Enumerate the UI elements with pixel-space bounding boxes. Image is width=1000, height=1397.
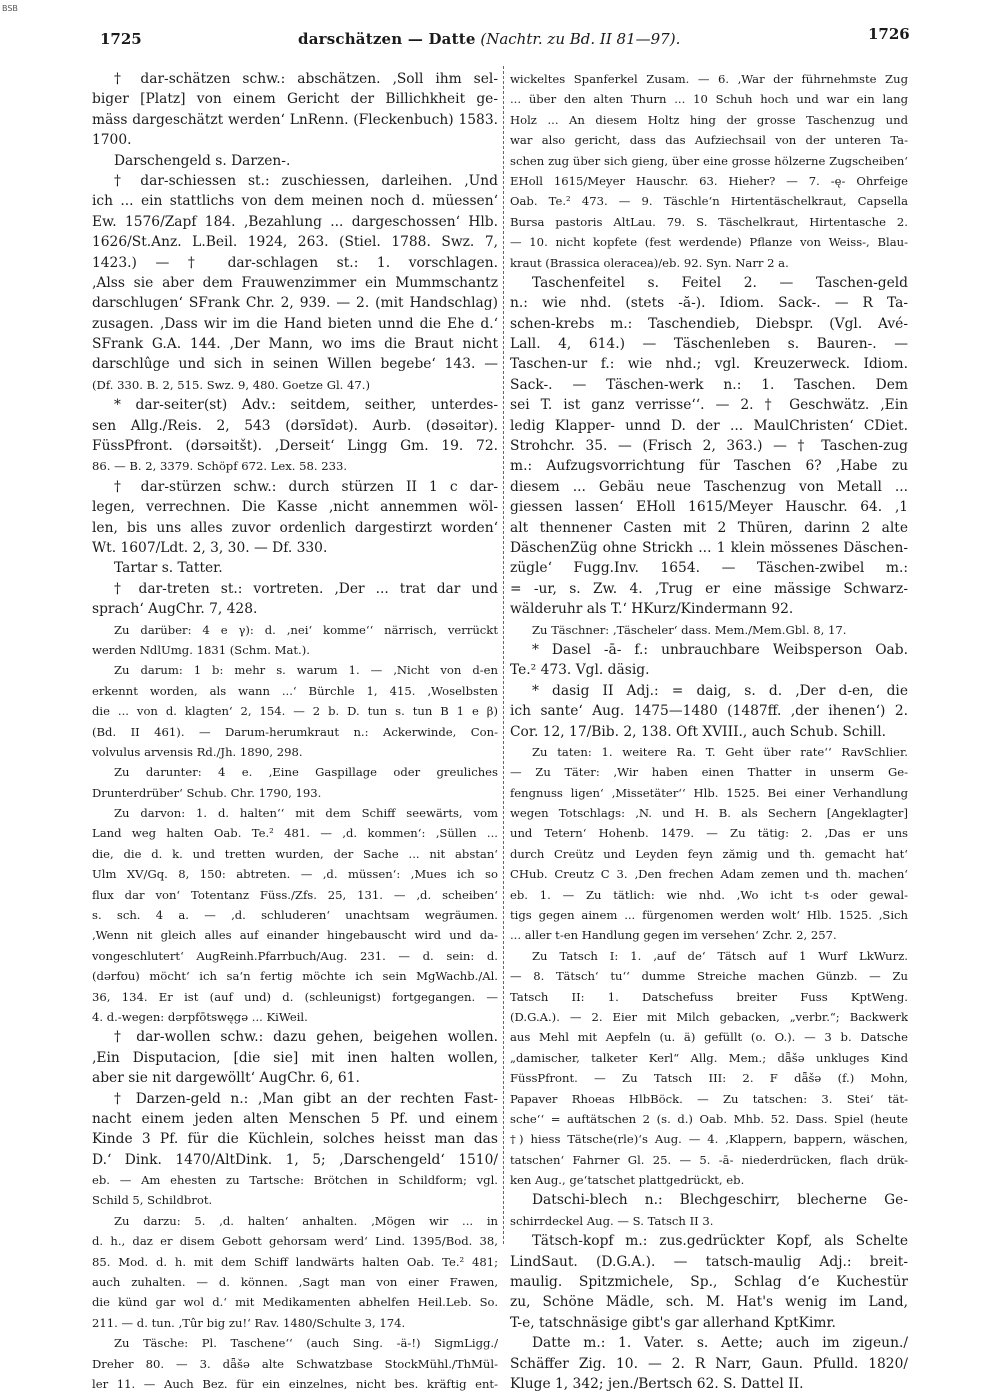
text-line: diesem ... Gebäu neue Taschenzug von Metall ... [510,478,908,495]
running-title-main: darschätzen — Datte [298,30,476,48]
text-line: biger [Platz] von einem Gericht der Billichkheit ge- [92,91,498,108]
text-line: Zu darum: 1 b: mehr s. warum 1. — ‚Nicht von d-en [114,663,498,678]
text-line: Drunterdrüber‘ Schub. Chr. 1790, 193. [92,785,322,800]
text-line: vongeschlutert‘ AugReinh.Pfarrbuch/Aug. 231. — d. sein: d. [92,948,498,963]
text-line: † dar-stürzen schw.: durch stürzen II 1 c dar- [114,478,498,495]
text-line: (D.G.A.). — 2. Eier mit Milch gebacken, „verbr.“; Backwerk [510,1009,908,1024]
text-line: Ulm XV/Gq. 8, 150: abtreten. — ‚d. müssen‘: ‚Mues ich so [92,867,498,882]
text-line: 1626/St.Anz. L.Beil. 1924, 263. (Stiel. 1788. Swz. 7, [92,234,498,251]
text-line: schen-krebs m.: Taschendieb, Diebspr. (Vgl. Avé- [510,315,908,332]
text-line: zusagen. ‚Dass wir im die Hand bieten unnd die Ehe d.‘ [92,315,498,332]
column-divider [503,66,504,1244]
text-line: (Bd. II 461). — Darum-herumkraut n.: Ackerwinde, Con- [92,724,498,739]
text-line: s. sch. 4 a. — ‚d. schluderen‘ unachtsam wegräumen. [92,908,498,923]
text-line: d. h., daz er disem Gebott gehorsam werd‘ Lind. 1395/Bod. 38, [92,1234,498,1249]
text-line: — 10. nicht kopfete (fest werdende) Pflanze von Weiss-, Blau- [510,235,908,250]
text-line: EHoll 1615/Meyer Hauschr. 63. Hieher? — 7. -ę- Ohrfeige [510,173,908,188]
page-number-right: 1726 [868,25,910,43]
text-line: Schäffer Zig. 10. — 2. R Narr, Gaun. Pfulld. 1820/ [510,1355,908,1372]
text-line: * dasig II Adj.: = daig, s. d. ‚Der d-en, die [532,682,908,699]
text-line: 36, 134. Er ist (auf und) d. (schleunigst) fortgegangen. — [92,989,498,1004]
text-line: mäss dargeschätzt werden‘ LnRenn. (Fleckenbuch) 1583. [92,111,498,128]
text-line: darschlugen‘ SFrank Chr. 2, 939. — 2. (mit Handschlag) [92,295,498,312]
text-line: wegen Totschlags: ‚N. und H. B. als Sechern [Angeklagter] [510,806,908,821]
text-line: Tätsch-kopf m.: zus.gedrückter Kopf, als Schelte [532,1233,908,1250]
text-line: Zu darüber: 4 e γ): d. ‚nei‘ komme‘‘ närrisch, verrückt [114,622,498,637]
text-line: nacht einem jeden alten Menschen 5 Pf. und einem [92,1110,498,1127]
text-line: legen, verrechnen. Die Kasse ‚nicht annemmen wöl- [92,499,498,516]
text-line: Kinde 3 Pf. für die Küchlein, solches heisst man das [92,1131,498,1148]
text-line: die ... von d. klagten‘ 2, 154. — 2 b. D. tun s. tun B 1 e β) [92,704,498,719]
text-line: war also gericht, dass das Aufziechsail von der unteren Ta- [510,133,908,148]
text-line: Dreher 80. — 3. dǟšə alte Schwatzbase StockMühl./ThMül- [92,1356,498,1371]
text-line: fengnuss ligen‘ ‚Missetäter‘‘ Hlb. 1525. Bei einer Verhandlung [510,785,908,800]
text-line: Oab. Te.² 473. — 9. Täschle‘n Hirtentäschelkraut, Capsella [510,194,908,209]
text-line: sprach‘ AugChr. 7, 428. [92,601,258,618]
text-line: ... über den alten Thurn ... 10 Schuh hoch und war ein lang [510,92,908,107]
text-line: auch zuhalten. — d. können. ‚Sagt man von einer Frawen, [92,1275,498,1290]
text-line: ledig Klapper- unnd D. der ... MaulChristen‘ CDiet. [510,417,908,434]
text-line: — Zu Täter: ‚Wir haben einen Thatter in unserm Ge- [510,765,908,780]
text-line: n.: wie nhd. (stets -ă-). Idiom. Sack-. — R Ta- [510,295,908,312]
text-line: ‚Alss sie aber dem Frauwenzimmer ein Mummschantz [92,274,498,291]
text-line: len, bis uns alles zuvor ordenlich dargestirzt worden‘ [92,519,498,536]
text-line: ler 11. — Auch Bez. für ein einzelnes, nicht bes. kräftig ent- [92,1377,498,1391]
text-line: erkennt worden, als wann ...‘ Bürchle 1, 415. ‚Woselbsten [92,683,498,698]
library-stamp: BSB [2,4,18,13]
text-line: D.‘ Dink. 1470/AltDink. 1, 5; ‚Darschengeld‘ 1510/ [92,1151,498,1168]
text-line: = -ur, s. Zw. 4. ‚Trug er eine mässige Schwarz- [510,580,908,597]
text-line: Kluge 1, 342; jen./Bertsch 62. S. Dattel II. [510,1376,804,1392]
text-line: T-e, tatschnäsige gibt's gar allerhand KptKimr. [510,1314,836,1331]
text-line: eb. — Am ehesten zu Tartsche: Brötchen in Schildform; vgl. [92,1173,498,1188]
text-line: darschlûge und sich in seinen Willen begebe‘ 143. — [92,356,498,373]
text-line: wälderuhr als T.‘ HKurz/Kindermann 92. [510,601,794,618]
text-line: werden NdlUmg. 1831 (Schm. Mat.). [92,642,310,657]
running-title-rest: (Nachtr. zu Bd. II 81—97). [475,30,681,48]
text-line: Strohchr. 35. — (Frisch 2, 363.) — † Taschen-zug [510,438,908,455]
text-line: 1700. [92,132,132,149]
text-line: Zu darzu: 5. ‚d. halten‘ anhalten. ‚Mögen wir ... in [114,1213,498,1228]
text-line: Wt. 1607/Ldt. 2, 3, 30. — Df. 330. [92,539,328,556]
text-line: SFrank G.A. 144. ‚Der Mann, wo ims die Braut nicht [92,336,498,353]
text-line: schen zug über sich gieng, über eine grosse hölzerne Zugscheiben‘ [510,153,908,168]
page-header [0,22,1000,52]
text-line: Zu taten: 1. weitere Ra. T. Geht über rate‘‘ RavSchlier. [532,744,908,759]
text-line: tatschen‘ Fahrner Gl. 25. — 5. -ā- niederdrücken, flach drük- [510,1152,908,1167]
text-line: † Darzen-geld n.: ‚Man gibt an der rechten Fast- [114,1090,498,1107]
text-line: volvulus arvensis Rd./Jh. 1890, 298. [92,744,303,759]
text-line: (dərfʊu) möcht‘ ich sa‘n fertig möchte ich sein MgWachb./Al. [92,969,498,984]
text-line: die künd gar wol d.‘ mit Medikamenten abhelfen Heil.Leb. So. [92,1295,498,1310]
text-line: — 8. Tätsch‘ tu‘‘ dumme Streiche machen Günzb. — Zu [510,969,908,984]
text-line: und Tetern‘ Hohenb. 1479. — Zu tätig: 2. ‚Das er uns [510,826,908,841]
text-line: wickeltes Spanferkel Zusam. — 6. ‚War der führnehmste Zug [510,72,908,86]
text-line: Taschen-ur f.: wie nhd.; vgl. Kreuzerweck. Idiom. [510,356,908,373]
text-line: Tatsch II: 1. Datschefuss breiter Fuss KptWeng. [510,989,908,1004]
text-line: giessen lassen‘ EHoll 1615/Meyer Hauschr. 64. ‚1 [510,499,908,516]
text-line: Sack-. — Täschen-werk n.: 1. Taschen. Dem [510,376,908,393]
text-line: Lall. 4, 614.) — Täschenleben s. Bauren-. — [510,336,908,353]
text-line: LindSaut. (D.G.A.). — tatsch-maulig Adj.: breit- [510,1253,908,1270]
left-column [92,69,498,1394]
text-line: Zu darunter: 4 e. ‚Eine Gaspillage oder greuliches [114,765,498,780]
text-line: kraut (Brassica oleracea)/eb. 92. Syn. Narr 2 a. [510,255,789,270]
text-line: Cor. 12, 17/Bib. 2, 138. Oft XVIII., auch Schub. Schill. [510,723,887,740]
text-line: Ew. 1576/Zapf 184. ‚Bezahlung ... dargeschossen‘ Hlb. [92,213,498,230]
text-line: Tartar s. Tatter. [114,560,223,577]
text-line: „damischer, talketer Kerl“ Allg. Mem.; dǟšə unkluges Kind [510,1050,908,1065]
text-line: sei T. ist ganz verrisse‘‘. — 2. † Geschwätz. ‚Ein [510,397,908,414]
text-line: Taschenfeitel s. Feitel 2. — Taschen-geld [532,274,908,291]
text-line: zügle‘ Fugg.Inv. 1654. — Täschen-zwibel m.: [510,560,908,577]
text-line: ‚Wenn nit gleich alles auf einander hingebauscht wird und da- [92,928,498,943]
text-line: * dar-seiter(st) Adv.: seitdem, seither, unterdes- [114,397,498,414]
text-line: m.: Aufzugsvorrichtung für Taschen 6? ‚Habe zu [510,458,908,475]
text-line: Zu Täsche: Pl. Taschene‘‘ (auch Sing. -ä-!) SigmLigg./ [114,1336,498,1351]
text-line: Bursa pastoris AltLau. 79. S. Täschelkraut, Hirtentasche 2. [510,214,908,229]
text-line: sche‘‘ = auftätschen 2 (s. d.) Oab. Mhb. 52. Dass. Spiel (heute [510,1111,908,1126]
text-line: Papaver Rhoeas HlbBöck. — Zu tatschen: 3. Stei‘ tät- [510,1091,908,1106]
text-line: maulig. Spitzmichele, Sp., Schlag d‘e Kuchestür [510,1274,908,1291]
text-line: 211. — d. tun. ‚Tûr big zu!‘ Rav. 1480/Schulte 3, 174. [92,1315,406,1330]
text-line: zu, Schöne Mädle, sch. M. Hat's wenig im Land, [510,1294,908,1311]
text-line: Holz ... An diesem Holtz hing der grosse Taschenzug und [510,112,908,127]
text-line: Land weg halten Oab. Te.² 481. — ‚d. kommen‘: ‚Süllen ... [92,826,498,841]
text-line: schirrdeckel Aug. — S. Tatsch II 3. [510,1213,714,1228]
text-line: Schild 5, Schildbrot. [92,1193,213,1208]
text-line: Te.² 473. Vgl. däsig. [510,662,650,679]
text-line: Zu Täschner: ‚Täscheler‘ dass. Mem./Mem.Gbl. 8, 17. [532,622,847,637]
text-line: ken Aug., ge‘tatschet plattgedrückt, eb. [510,1173,745,1188]
text-line: * Dasel -ā- f.: unbrauchbare Weibsperson Oab. [532,641,908,658]
text-line: 85. Mod. d. h. mit dem Schiff landwärts halten Oab. Te.² 481; [92,1254,498,1269]
text-line: 86. — B. 2, 3379. Schöpf 672. Lex. 58. 233. [92,459,348,474]
text-line: (Df. 330. B. 2, 515. Swz. 9, 480. Goetze Gl. 47.) [92,377,371,392]
text-line: † dar-treten st.: vortreten. ‚Der ... trat dar und [114,580,498,597]
text-line: eb. 1. — Zu tätlich: wie nhd. ‚Wo icht t-s oder gewal- [510,887,908,902]
text-line: Zu Tatsch I: 1. ‚auf de‘ Tätsch auf 1 Wurf LkWurz. [532,948,908,963]
text-line: FüssPfront. (dərsəitšt). ‚Derseit‘ Lingg Gm. 19. 72. [92,438,498,455]
text-line: Datschi-blech n.: Blechgeschirr, blecherne Ge- [532,1192,908,1209]
text-line: CHub. Creutz C 3. ‚Den frechen Adam zemen und th. machen‘ [510,867,908,882]
text-line: FüssPfront. — Zu Tatsch III: 2. F dǟšə (f.) Mohn, [510,1071,908,1086]
text-line: DäschenZüg ohne Strickh ... 1 klein mössenes Däschen- [510,539,908,556]
text-line: 4. d.-wegen: dərpfōtswęgə ... KiWeil. [92,1009,308,1024]
text-line: tigs gegen ainem ... fürgenomen werden wolt‘ Hlb. 1525. ‚Sich [510,908,908,923]
text-line: aus Mehl mit Aepfeln (u. ä) gefüllt (o. O.). — 3 b. Datsche [510,1030,908,1045]
text-line: ich ... ein stattlichs von dem meinen noch d. müessen‘ [92,193,498,210]
text-line: † dar-wollen schw.: dazu gehen, beigehen wollen. [114,1029,498,1046]
text-line: die, die d. k. und tretten wurden, der Sache ... nit abstan‘ [92,846,498,861]
text-line: Darschengeld s. Darzen-. [114,152,291,169]
running-title [298,30,680,48]
text-line: 1423.) — † dar-schlagen st.: 1. vorschlagen. [92,254,498,271]
text-line: alt thennener Casten mit 2 Thüren, darinn 2 alte [510,519,908,536]
text-line: Zu darvon: 1. d. halten‘‘ mit dem Schiff seewärts, vom [114,806,498,821]
text-line: sen Allg./Reis. 2, 543 (dərsīdət). Aurb. (dəsəitər). [92,417,498,434]
text-line: Datte m.: 1. Vater. s. Aette; auch im zigeun./ [532,1335,908,1352]
text-line: †) hiess Tätsche(rle)‘s Aug. — 4. ‚Klappern, bappern, wäschen, [510,1132,908,1147]
text-line: ... aller t-en Handlung gegen im versehen‘ Zchr. 2, 257. [510,928,837,943]
text-line: durch Creütz und Leyden feyn zămig und th. gemacht hat‘ [510,846,908,861]
text-line: flux dar von‘ Totentanz Füss./Zfs. 25, 131. — ‚d. scheiben‘ [92,887,498,902]
text-line: † dar-schätzen schw.: abschätzen. ‚Soll ihm sel- [114,71,498,87]
text-line: † dar-schiessen st.: zuschiessen, darleihen. ‚Und [114,172,498,189]
text-line: ich sante‘ Aug. 1475—1480 (1487ff. ‚der ihenen‘) 2. [510,703,908,720]
right-column [510,69,908,1394]
text-line: ‚Ein Disputacion, [die sie] mit inen halten wollen, [92,1049,498,1066]
text-line: aber sie nit dargewöllt‘ AugChr. 6, 61. [92,1070,360,1087]
page-number-left: 1725 [100,30,142,48]
